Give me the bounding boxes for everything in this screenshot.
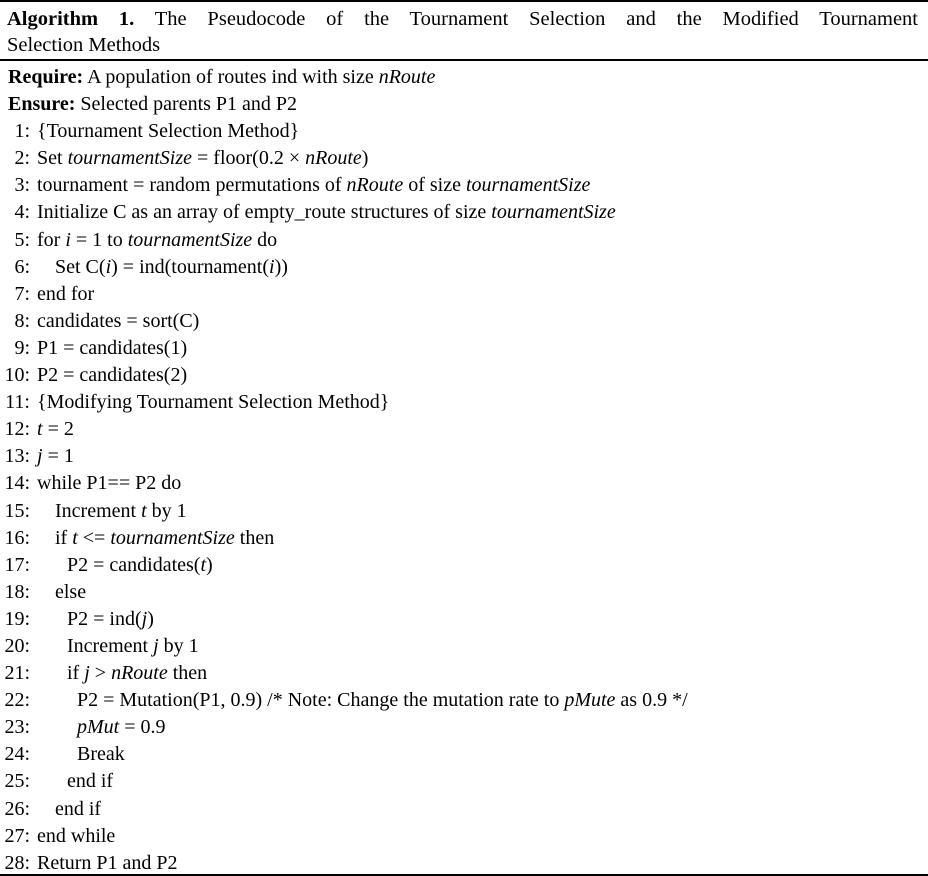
code-text: Initialize C as an array of empty_route structures of size (37, 201, 492, 224)
line-content (37, 443, 74, 470)
code-text: end for (37, 282, 95, 305)
line-number: 6: (14, 255, 30, 278)
line-number: 19: (4, 607, 30, 630)
line-content (37, 281, 94, 308)
code-line-7 (4, 281, 922, 308)
code-line-3 (4, 172, 922, 199)
variable-text: t (37, 418, 43, 441)
code-text: {Tournament Selection Method} (37, 120, 300, 143)
code-line-1 (4, 118, 922, 145)
variable-text: t (72, 526, 78, 549)
line-number: 25: (4, 770, 30, 793)
line-content (37, 850, 178, 876)
line-content (37, 227, 277, 254)
variable-text: nRoute (346, 174, 404, 197)
code-text: candidates = sort(C) (37, 309, 200, 332)
line-content (55, 498, 187, 525)
variable-text: j (153, 634, 159, 657)
line-content (67, 660, 207, 687)
code-text: ) (361, 147, 369, 170)
code-line-19 (4, 606, 922, 633)
code-text: do (252, 228, 278, 251)
code-line-17 (4, 552, 922, 579)
code-text: if (67, 662, 85, 685)
variable-text: nRoute (111, 662, 168, 685)
caption-line-1 (7, 6, 918, 32)
line-number: 3: (14, 174, 30, 197)
code-text: tournament = random permutations of (37, 174, 347, 197)
code-line-16 (4, 525, 922, 552)
algorithm-caption (0, 2, 928, 61)
variable-text: j (141, 607, 148, 630)
code-line-24 (4, 741, 922, 768)
code-line-23 (4, 714, 922, 741)
line-content (37, 335, 187, 362)
code-text: of size (403, 174, 466, 197)
code-text: by 1 (146, 499, 187, 522)
code-text: if (55, 526, 73, 549)
line-number: 22: (4, 689, 30, 712)
variable-text: tournamentSize (127, 228, 253, 251)
code-text: P2 = candidates( (67, 553, 201, 576)
line-content (55, 579, 86, 606)
code-text: P2 = Mutation(P1, 0.9) /* Note: Change the mutation rate to (77, 689, 565, 712)
line-content (37, 199, 616, 226)
line-number: 16: (4, 526, 30, 549)
line-content (37, 145, 368, 172)
line-number: 7: (14, 282, 30, 305)
code-line-2 (4, 145, 922, 172)
variable-text: t (141, 499, 147, 522)
code-line-21 (4, 660, 922, 687)
line-number: 2: (14, 147, 30, 170)
line-content (37, 172, 590, 199)
code-text: = 2 (42, 418, 74, 441)
code-line-18 (4, 579, 922, 606)
code-text: Increment (67, 634, 154, 657)
code-line-26 (4, 796, 922, 823)
code-line-27 (4, 823, 922, 850)
line-content (37, 308, 199, 335)
variable-text: j (84, 662, 90, 685)
variable-text: i (65, 228, 71, 251)
line-content (67, 552, 213, 579)
line-number: 21: (4, 662, 30, 685)
require-line (4, 64, 922, 91)
variable-text: j (37, 445, 43, 468)
variable-text: t (200, 553, 207, 576)
code-text: Selected parents P1 and P2 (75, 93, 298, 116)
line-number: 20: (4, 634, 30, 657)
variable-text: pMute (564, 689, 616, 712)
line-content (77, 714, 166, 741)
code-text: {Modifying Tournament Selection Method} (37, 391, 390, 414)
line-number: 15: (4, 499, 30, 522)
code-text: then (234, 526, 275, 549)
code-text: Set C( (55, 255, 106, 278)
line-content (55, 525, 274, 552)
line-number: 5: (14, 228, 30, 251)
line-number: 24: (4, 743, 30, 766)
line-number: 11: (5, 391, 30, 414)
line-content (37, 416, 74, 443)
code-text: for (37, 228, 66, 251)
ensure-text (75, 93, 297, 115)
code-text: by 1 (158, 634, 199, 657)
line-number: 17: (4, 553, 30, 576)
require-text (83, 66, 435, 88)
code-line-4 (4, 199, 922, 226)
line-number: 9: (14, 336, 30, 359)
code-line-20 (4, 633, 922, 660)
line-number: 4: (14, 201, 30, 224)
line-content (37, 362, 187, 389)
code-line-11 (4, 389, 922, 416)
line-number: 18: (4, 580, 30, 603)
code-text: Break (77, 743, 125, 766)
code-text: A population of routes ind with size (83, 66, 379, 88)
line-content (67, 633, 199, 660)
line-content (37, 823, 115, 850)
code-text: )) (274, 255, 288, 278)
require-label: Require: (8, 66, 84, 88)
line-content (67, 768, 113, 795)
code-text: as 0.9 */ (615, 689, 688, 712)
variable-text: tournamentSize (67, 147, 192, 170)
line-number: 13: (4, 445, 30, 468)
ensure-label: Ensure: (8, 93, 76, 116)
line-content (77, 687, 688, 714)
ensure-line (4, 91, 922, 118)
code-text: end if (55, 797, 102, 820)
line-content (55, 796, 101, 823)
code-text: while P1== P2 do (37, 472, 182, 495)
variable-text: pMut (77, 716, 120, 739)
code-line-28 (4, 850, 922, 876)
code-text: end while (37, 824, 116, 847)
variable-text: i (105, 255, 112, 278)
code-text: Return P1 and P2 (37, 851, 178, 874)
line-content (37, 118, 299, 145)
line-number: 10: (4, 364, 30, 387)
code-line-12 (4, 416, 922, 443)
line-content (67, 606, 154, 633)
code-line-14 (4, 470, 922, 497)
line-content (77, 741, 125, 768)
code-line-5 (4, 227, 922, 254)
code-text: end if (67, 770, 114, 793)
code-line-15 (4, 498, 922, 525)
algorithm-number-label: Algorithm 1. (7, 8, 135, 30)
variable-text: nRoute (378, 66, 436, 88)
code-line-8 (4, 308, 922, 335)
code-text: <= (77, 526, 111, 549)
algorithm-lines (4, 118, 922, 876)
code-text: = 0.9 (119, 716, 166, 739)
line-content (37, 470, 181, 497)
code-text: then (167, 662, 208, 685)
variable-text: tournamentSize (110, 526, 235, 549)
code-text: ) (147, 607, 154, 630)
code-text: ) (206, 553, 213, 576)
code-text: P2 = candidates(2) (37, 364, 188, 387)
caption-title-text: The Pseudocode of the Tournament Selection and the Modified Tournament (154, 8, 918, 30)
code-text: = floor(0.2 × (192, 147, 306, 170)
variable-text: nRoute (305, 147, 362, 170)
code-text: = 1 (42, 445, 74, 468)
code-line-22 (4, 687, 922, 714)
code-line-6 (4, 254, 922, 281)
code-line-10 (4, 362, 922, 389)
line-number: 26: (4, 797, 30, 820)
algorithm-body (0, 61, 928, 876)
line-content (37, 389, 389, 416)
caption-line-2: Selection Methods (7, 34, 161, 56)
variable-text: i (269, 255, 275, 278)
code-text: ) = ind(tournament( (111, 255, 270, 278)
line-number: 8: (14, 309, 30, 332)
code-text: P2 = ind( (67, 607, 142, 630)
line-number: 27: (4, 824, 30, 847)
code-text: else (55, 580, 87, 603)
variable-text: tournamentSize (465, 174, 591, 197)
line-number: 23: (4, 716, 30, 739)
line-number: 28: (4, 851, 30, 874)
line-number: 14: (4, 472, 30, 495)
code-line-9 (4, 335, 922, 362)
code-text: P1 = candidates(1) (37, 336, 188, 359)
code-text: = 1 to (70, 228, 128, 251)
line-number: 1: (14, 120, 30, 143)
code-text: > (89, 662, 112, 685)
line-number: 12: (4, 418, 30, 441)
code-text: Set (37, 147, 68, 170)
code-text: Increment (55, 499, 142, 522)
code-line-25 (4, 768, 922, 795)
variable-text: tournamentSize (491, 201, 616, 224)
line-content (55, 254, 288, 281)
code-line-13 (4, 443, 922, 470)
